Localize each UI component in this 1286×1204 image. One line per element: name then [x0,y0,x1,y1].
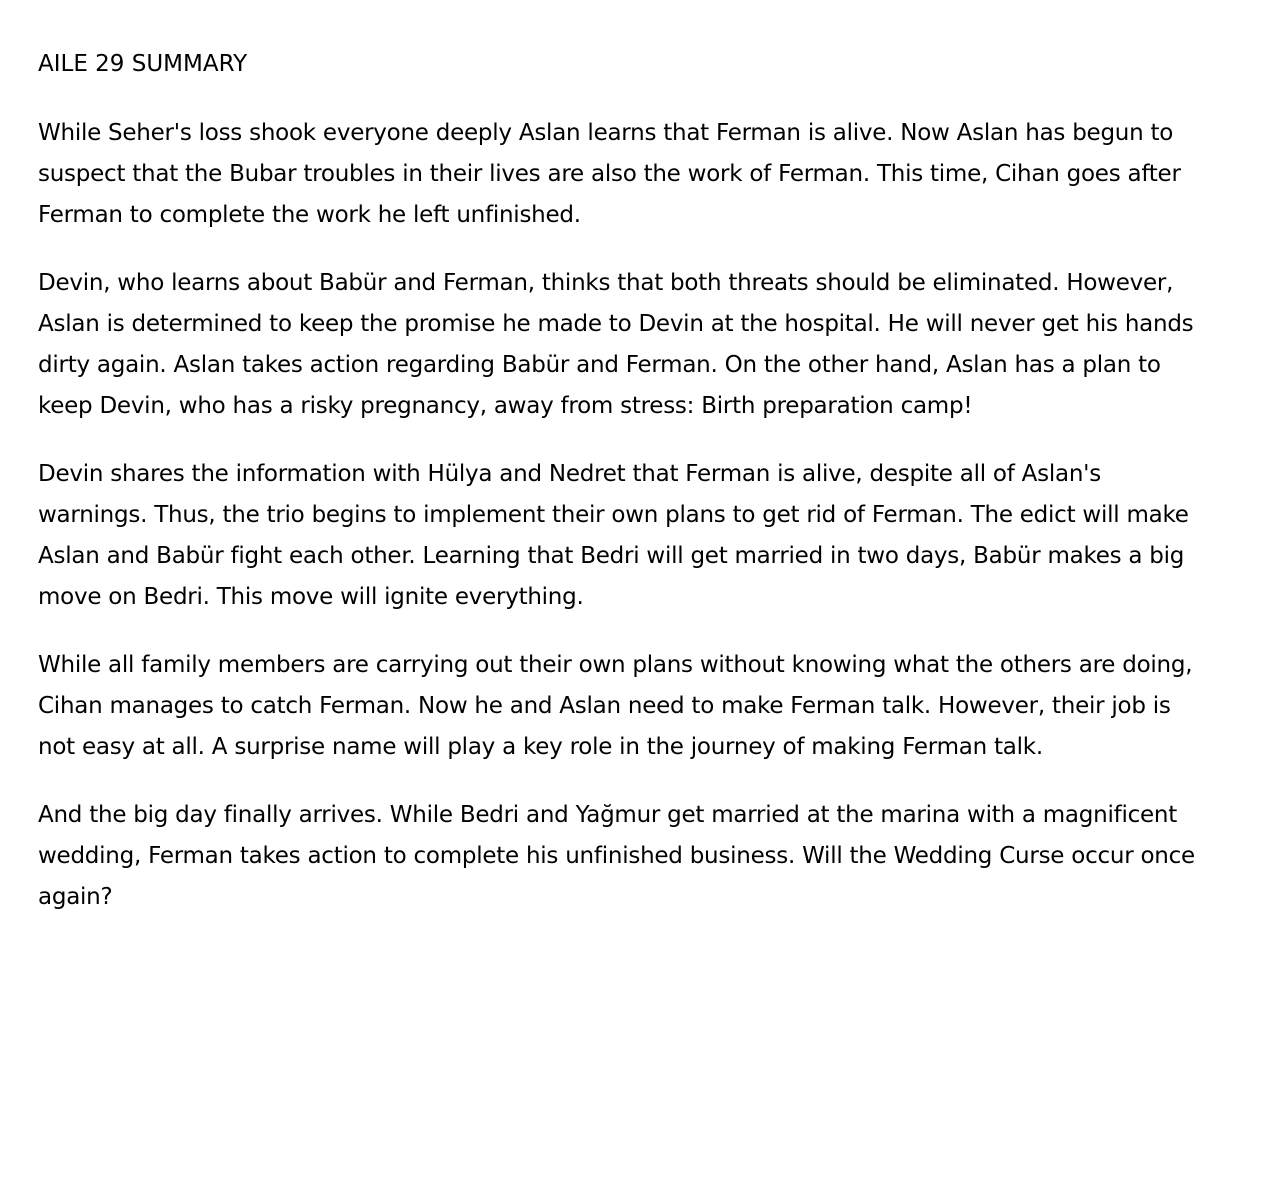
paragraph-2: Devin, who learns about Babür and Ferman, thinks that both threats should be eliminated. However, Aslan is determined to keep the promise he made to Devin at the hospital. He will never get his hands dirty again. Aslan takes action regarding Babür and Ferman. On the other hand, Aslan has a plan to keep Devin, who has a risky pregnancy, away from stress: Birth preparation camp! [38,270,1194,419]
paragraph-5: And the big day finally arrives. While Bedri and Yağmur get married at the marina with a magnificent wedding, Ferman takes action to complete his unfinished business. Will the Wedding Curse occur once again? [38,802,1195,910]
paragraph-3: Devin shares the information with Hülya and Nedret that Ferman is alive, despite all of Aslan's warnings. Thus, the trio begins to implement their own plans to get rid of Ferman. The edict will make Aslan and Babür fight each other. Learning that Bedri will get married in two days, Babür makes a big move on Bedri. This move will ignite everything. [38,461,1189,610]
paragraph-1: While Seher's loss shook everyone deeply Aslan learns that Ferman is alive. Now Aslan has begun to suspect that the Bubar troubles in their lives are also the work of Ferman. This time, Cihan goes after Ferman to complete the work he left unfinished. [38,120,1181,228]
document-page [38,46,1208,945]
paragraph-4: While all family members are carrying out their own plans without knowing what the others are doing, Cihan manages to catch Ferman. Now he and Aslan need to make Ferman talk. However, their job is not easy at all. A surprise name will play a key role in the journey of making Ferman talk. [38,652,1193,760]
document-title: AILE 29 SUMMARY [38,51,248,77]
